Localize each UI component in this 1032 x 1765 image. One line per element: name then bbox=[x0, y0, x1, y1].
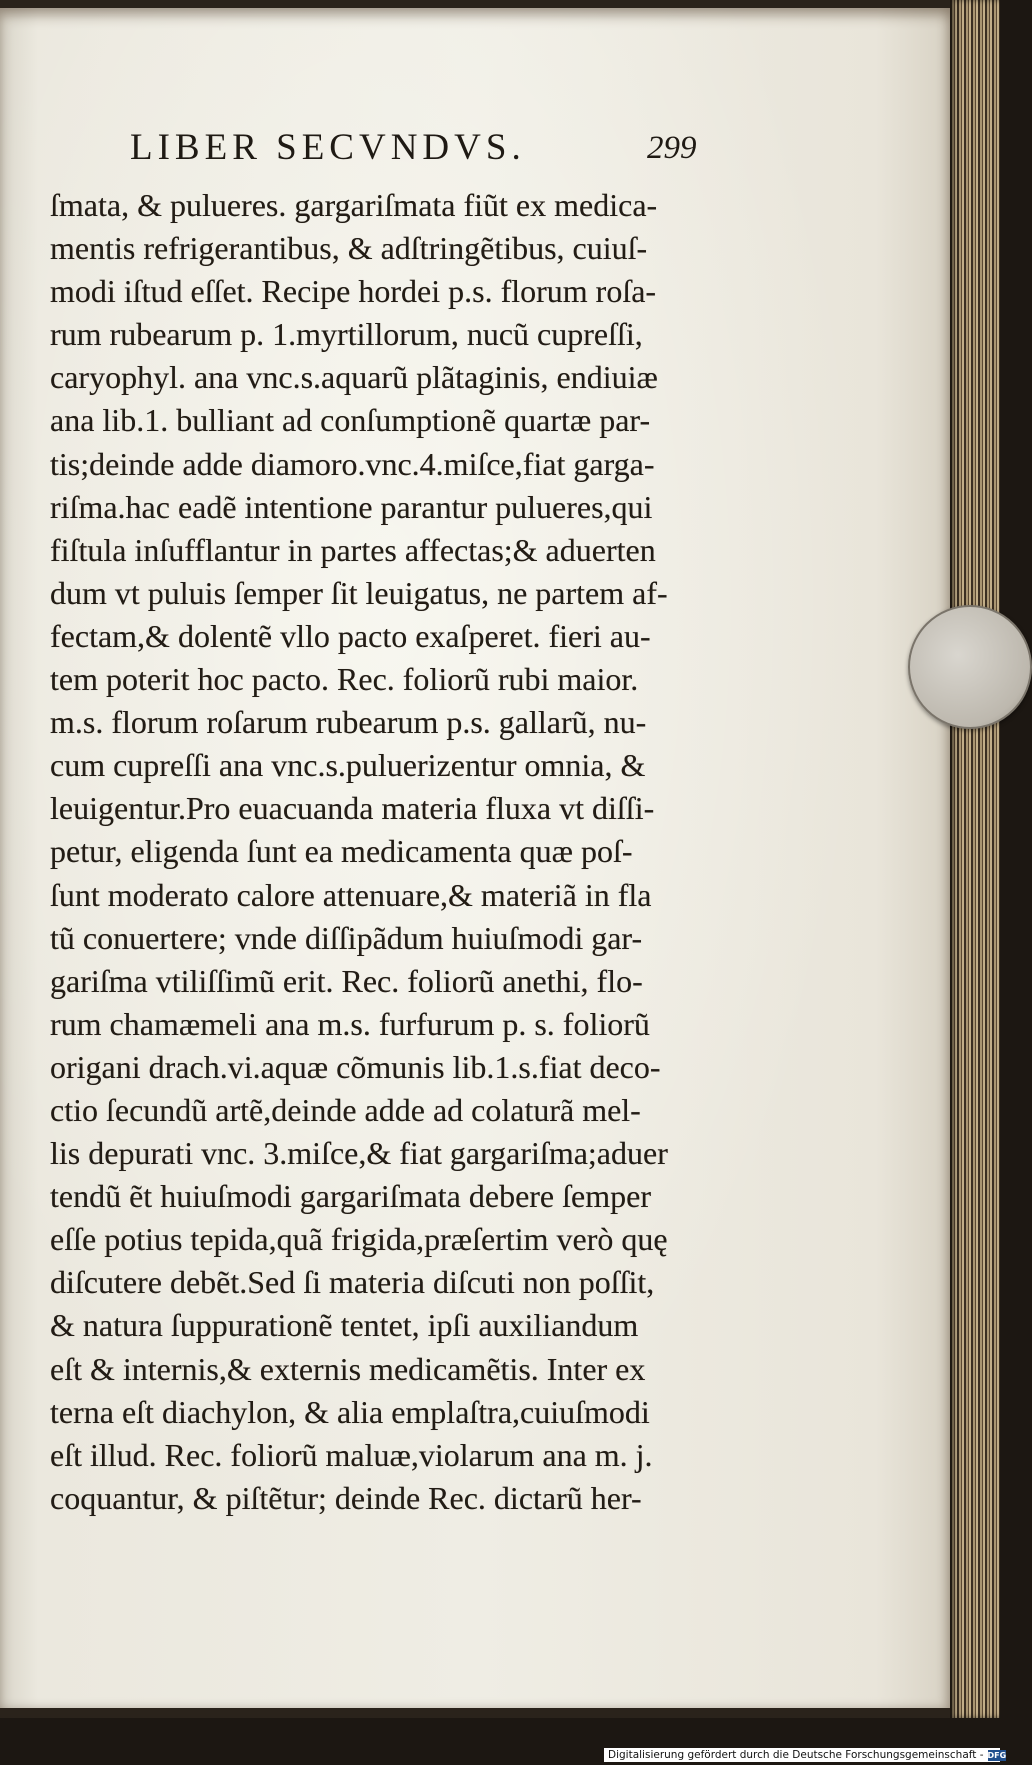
text-line: ana lib.1. bulliant ad conſumptionẽ quartæ par- bbox=[50, 402, 651, 439]
page-number: 299 bbox=[647, 130, 697, 166]
page-clip bbox=[908, 605, 1032, 729]
digitization-credit bbox=[604, 1748, 1007, 1762]
text-line: coquantur, & piſtẽtur; deinde Rec. dictarũ her- bbox=[50, 1479, 642, 1516]
text-line: tũ conuertere; vnde diſſipãdum huiuſmodi gar- bbox=[50, 919, 643, 956]
text-line: ctio ſecundũ artẽ,deinde adde ad colaturã mel- bbox=[50, 1091, 641, 1128]
text-line: petur, eligenda ſunt ea medicamenta quæ poſ- bbox=[50, 833, 633, 870]
text-line: tendũ ẽt huiuſmodi gargariſmata debere ſemper bbox=[50, 1178, 651, 1215]
text-line: leuigentur.Pro euacuanda materia fluxa vt diſſi- bbox=[50, 790, 655, 827]
dfg-logo: DFG bbox=[987, 1750, 1007, 1760]
credit-text: Digitalisierung gefördert durch die Deutsche Forschungsgemeinschaft - bbox=[608, 1749, 984, 1761]
text-line: dum vt puluis ſemper ſit leuigatus, ne partem af- bbox=[50, 574, 668, 611]
text-line: ſmata, & pulueres. gargariſmata fiũt ex medica- bbox=[50, 187, 658, 223]
text-line: origani drach.vi.aquæ cõmunis lib.1.s.fiat deco- bbox=[50, 1048, 661, 1085]
body-text bbox=[50, 184, 750, 1520]
text-line: tem poterit hoc pacto. Rec. foliorũ rubi maior. bbox=[50, 661, 639, 698]
text-line: riſma.hac eadẽ intentione parantur pulueres,qui bbox=[50, 488, 653, 525]
text-line: eſt & internis,& externis medicamẽtis. Inter ex bbox=[50, 1350, 646, 1387]
text-line: mentis refrigerantibus, & adſtringẽtibus, cuiuſ- bbox=[50, 230, 648, 267]
page-edges bbox=[950, 0, 1000, 1718]
text-line: fectam,& dolentẽ vllo pacto exaſperet. fieri au- bbox=[50, 617, 651, 654]
text-line: eſt illud. Rec. foliorũ maluæ,violarum ana m. j. bbox=[50, 1436, 653, 1473]
text-line: terna eſt diachylon, & alia emplaſtra,cuiuſmodi bbox=[50, 1393, 650, 1430]
text-line: gariſma vtiliſſimũ erit. Rec. foliorũ anethi, flo- bbox=[50, 962, 643, 999]
text-line: lis depurati vnc. 3.miſce,& fiat gargariſma;aduer bbox=[50, 1135, 668, 1172]
text-line: eſſe potius tepida,quã frigida,præſertim verò quę bbox=[50, 1221, 668, 1258]
text-line: & natura ſuppurationẽ tentet, ipſi auxiliandum bbox=[50, 1307, 639, 1344]
text-line: fiſtula inſufflantur in partes affectas;& aduerten bbox=[50, 531, 656, 568]
text-line: ſunt moderato calore attenuare,& materiã in fla bbox=[50, 876, 652, 913]
text-line: m.s. florum roſarum rubearum p.s. gallarũ, nu- bbox=[50, 704, 647, 741]
text-line: cum cupreſſi ana vnc.s.puluerizentur omnia, & bbox=[50, 747, 646, 784]
running-head: LIBER SECVNDVS. bbox=[130, 127, 526, 168]
text-line: caryophyl. ana vnc.s.aquarũ plãtaginis, endiuiæ bbox=[50, 359, 658, 396]
page-header bbox=[0, 126, 952, 176]
text-line: diſcutere debẽt.Sed ſi materia diſcuti non poſſit, bbox=[50, 1264, 655, 1301]
text-line: rum chamæmeli ana m.s. furfurum p. s. foliorũ bbox=[50, 1005, 650, 1042]
text-line: rum rubearum p. 1.myrtillorum, nucũ cupreſſi, bbox=[50, 316, 643, 353]
page-sheet bbox=[0, 8, 952, 1708]
text-line: tis;deinde adde diamoro.vnc.4.miſce,fiat garga- bbox=[50, 445, 655, 482]
text-line: modi iſtud eſſet. Recipe hordei p.s. florum roſa- bbox=[50, 273, 657, 310]
